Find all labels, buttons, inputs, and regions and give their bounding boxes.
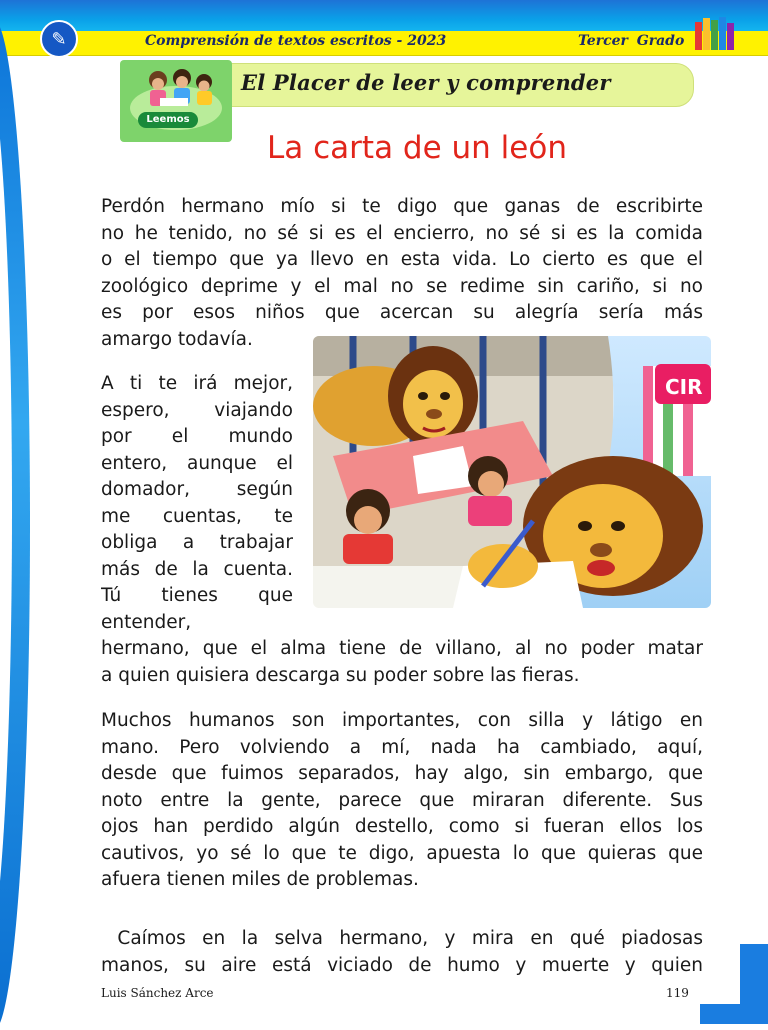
text-line: cautivos, yo sé lo que te digo, apuesta lo que quieras que (101, 842, 703, 864)
paragraph-2-continued (101, 636, 703, 689)
text-line: no he tenido, no sé si es el encierro, no sé si es la comida (101, 222, 703, 244)
text-line: por el mundo (101, 426, 293, 447)
paragraph-2-narrow (101, 371, 293, 636)
text-line: espero, viajando (101, 399, 293, 421)
paragraph-4 (101, 926, 703, 979)
text-line: zoológico deprime y el mal no se redime sin cariño, si no (101, 275, 703, 297)
lion-letter-illustration (313, 336, 711, 608)
circus-sign-text: CIR (665, 375, 703, 399)
corner-decoration-bottom (700, 1004, 768, 1024)
text-line: entero, aunque el (101, 452, 293, 474)
text-line: obliga a trabajar (101, 532, 293, 553)
text-line: A ti te irá mejor, (101, 373, 293, 394)
top-blue-band (0, 0, 768, 32)
text-line: más de la cuenta. (101, 558, 293, 580)
text-line: afuera tienen miles de problemas. (101, 869, 419, 890)
reading-person-icon: ✎ (40, 20, 78, 58)
text-line: domador, según (101, 479, 293, 500)
text-line: a quien quisiera descarga su poder sobre las fieras. (101, 664, 580, 686)
header-grade: Tercer Grado (578, 33, 685, 49)
page-number: 119 (666, 986, 689, 1000)
text-line: o el tiempo que ya llevo en esta vida. Lo cierto es que el (101, 249, 703, 270)
books-icon (693, 14, 737, 52)
text-line: amargo todavía. (101, 328, 253, 350)
text-line: noto entre la gente, parece que miraran diferente. Sus (101, 789, 703, 811)
text-line: Muchos humanos son importantes, con silla y látigo en (101, 710, 703, 731)
paragraph-3 (101, 708, 703, 894)
text-line: Perdón hermano mío si te digo que ganas de escribirte (101, 196, 703, 217)
text-line: es por esos niños que acercan su alegría sería más (101, 302, 703, 323)
footer-author: Luis Sánchez Arce (101, 986, 214, 1000)
text-line: hermano, que el alma tiene de villano, al no poder matar (101, 638, 703, 659)
text-line: Tú tienes que (101, 585, 293, 606)
text-line: ojos han perdido algún destello, como si fueran ellos los (101, 816, 703, 837)
text-line: manos, su aire está viciado de humo y muerte y quien (101, 954, 703, 976)
text-line: entender, (101, 611, 192, 633)
text-line: desde que fuimos separados, hay algo, sin embargo, que (101, 763, 703, 784)
text-line: mano. Pero volviendo a mí, nada ha cambiado, aquí, (101, 736, 703, 758)
text-line: Caímos en la selva hermano, y mira en qué piadosas (101, 928, 703, 949)
header-subject: Comprensión de textos escritos - 2023 (145, 33, 447, 49)
text-line: me cuentas, te (101, 505, 293, 527)
section-banner-title: El Placer de leer y comprender (241, 70, 611, 95)
paragraph-1 (101, 194, 703, 353)
story-title: La carta de un león (267, 130, 567, 166)
leemos-label: Leemos (138, 112, 198, 128)
